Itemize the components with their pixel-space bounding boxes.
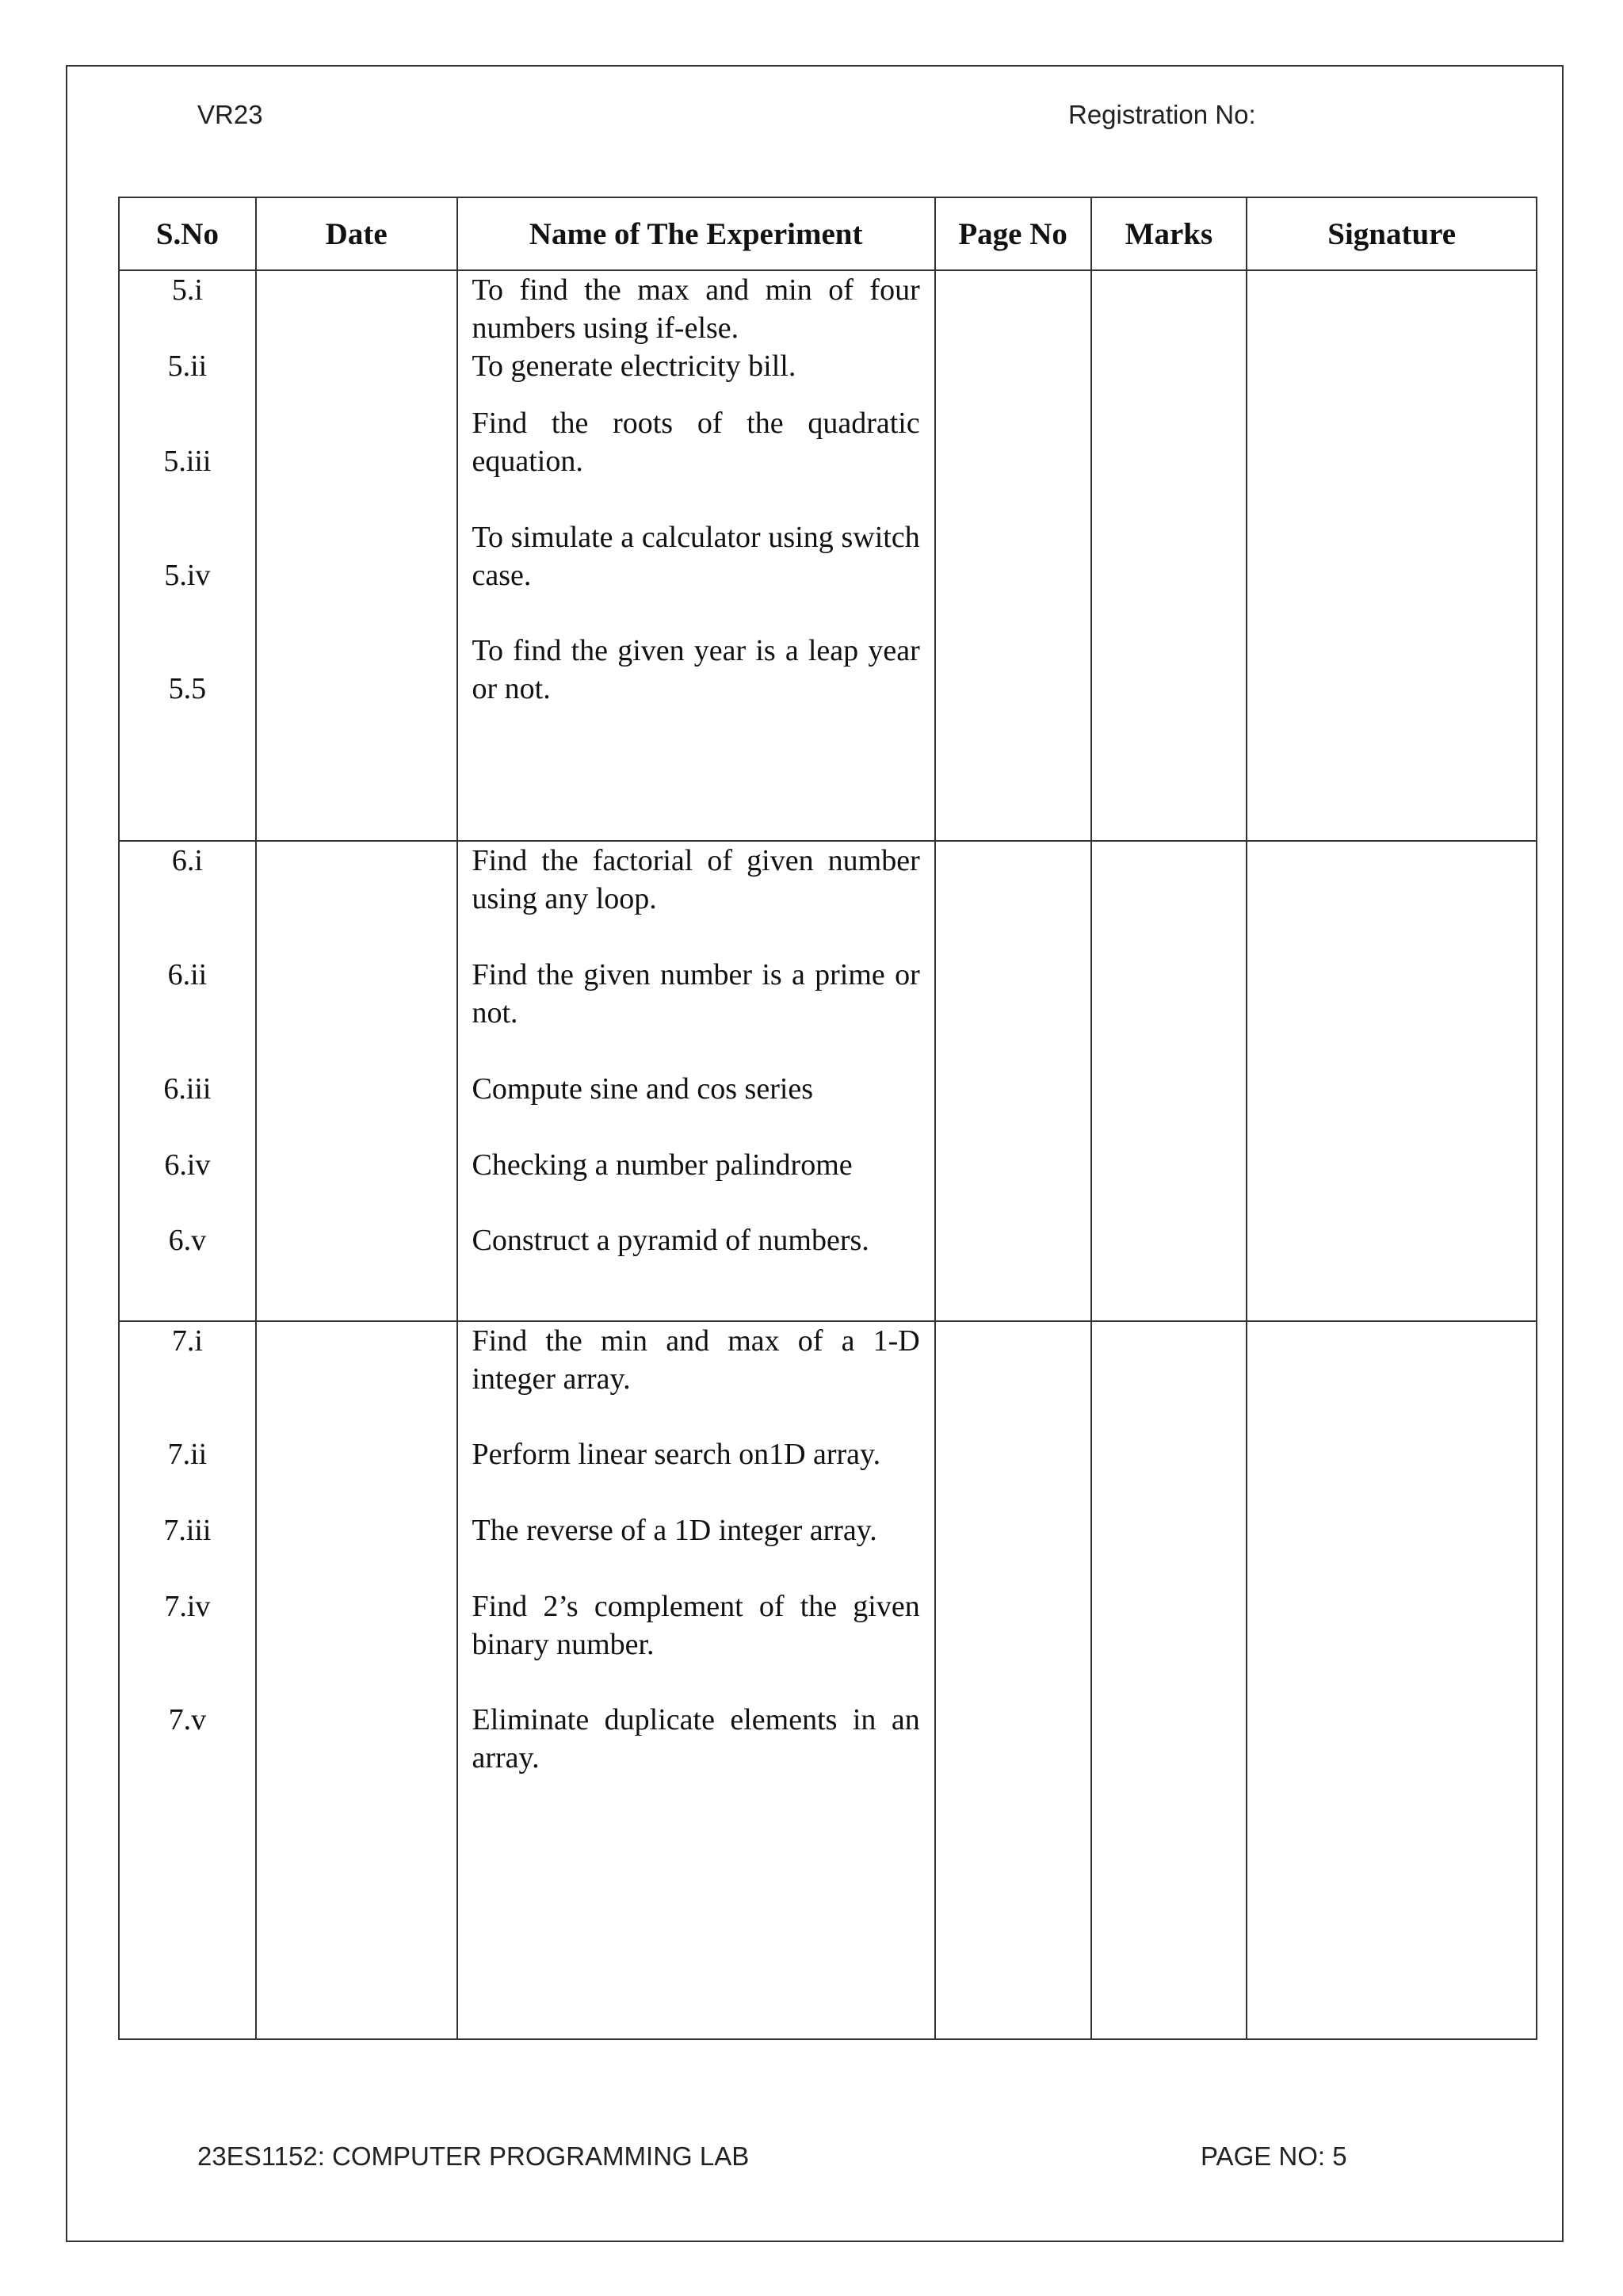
sno-value: 6.iv bbox=[164, 1148, 211, 1182]
sno-value: 5.iii bbox=[163, 445, 212, 478]
sno-value: 7.v bbox=[168, 1703, 207, 1736]
course-title: 23ES1152: COMPUTER PROGRAMMING LAB bbox=[197, 2141, 750, 2171]
experiment-name: Checking a number palindrome bbox=[472, 1148, 853, 1182]
experiment-name-cell bbox=[457, 270, 935, 841]
sno-value: 5.5 bbox=[168, 672, 207, 705]
sno-value: 7.i bbox=[171, 1324, 203, 1358]
table-header-row bbox=[119, 197, 1537, 270]
table-row-group-6 bbox=[119, 841, 1537, 1321]
marks-cell bbox=[1091, 841, 1247, 1321]
table-row-group-5 bbox=[119, 270, 1537, 841]
experiment-name: To find the given year is a leap year or not. bbox=[472, 634, 920, 705]
experiment-name: Find 2’s complement of the given binary number. bbox=[472, 1590, 920, 1661]
experiment-table bbox=[118, 197, 1537, 2040]
date-cell bbox=[256, 841, 457, 1321]
experiment-name: Eliminate duplicate elements in an array. bbox=[472, 1703, 920, 1775]
column-header-experiment: Name of The Experiment bbox=[457, 197, 935, 270]
experiment-name: Construct a pyramid of numbers. bbox=[472, 1224, 869, 1257]
sno-value: 5.iv bbox=[164, 559, 211, 592]
sno-value: 6.iii bbox=[163, 1072, 212, 1106]
sno-value: 7.ii bbox=[167, 1438, 208, 1471]
sno-cell bbox=[119, 1321, 256, 2039]
experiment-name: To generate electricity bill. bbox=[472, 350, 796, 383]
marks-cell bbox=[1091, 1321, 1247, 2039]
column-header-date: Date bbox=[256, 197, 457, 270]
column-header-signature: Signature bbox=[1247, 197, 1537, 270]
column-header-marks: Marks bbox=[1091, 197, 1247, 270]
sno-value: 6.i bbox=[171, 844, 203, 877]
signature-cell bbox=[1247, 841, 1537, 1321]
experiment-name: Find the factorial of given number using any loop. bbox=[472, 844, 920, 915]
regulation-code: VR23 bbox=[197, 100, 263, 129]
page-no-cell bbox=[935, 270, 1091, 841]
experiment-name: Perform linear search on1D array. bbox=[472, 1438, 881, 1471]
sno-value: 7.iv bbox=[164, 1590, 211, 1623]
signature-cell bbox=[1247, 1321, 1537, 2039]
experiment-name-cell bbox=[457, 1321, 935, 2039]
page-number: PAGE NO: 5 bbox=[1201, 2141, 1347, 2171]
registration-label: Registration No: bbox=[1068, 100, 1256, 129]
experiment-name: Find the min and max of a 1-D integer array. bbox=[472, 1324, 920, 1396]
table-row-group-7 bbox=[119, 1321, 1537, 2039]
sno-value: 6.v bbox=[168, 1224, 207, 1257]
sno-value: 5.i bbox=[171, 273, 203, 307]
experiment-name: Find the given number is a prime or not. bbox=[472, 958, 920, 1030]
date-cell bbox=[256, 1321, 457, 2039]
date-cell bbox=[256, 270, 457, 841]
marks-cell bbox=[1091, 270, 1247, 841]
sno-cell bbox=[119, 270, 256, 841]
page-no-cell bbox=[935, 1321, 1091, 2039]
experiment-name: To simulate a calculator using switch case. bbox=[472, 521, 920, 592]
signature-cell bbox=[1247, 270, 1537, 841]
column-header-sno: S.No bbox=[119, 197, 256, 270]
experiment-name-cell bbox=[457, 841, 935, 1321]
experiment-name: Find the roots of the quadratic equation. bbox=[472, 407, 920, 478]
experiment-name: The reverse of a 1D integer array. bbox=[472, 1514, 877, 1547]
sno-value: 7.iii bbox=[163, 1514, 212, 1547]
experiment-name: Compute sine and cos series bbox=[472, 1072, 814, 1106]
sno-value: 5.ii bbox=[167, 350, 208, 383]
sno-value: 6.ii bbox=[167, 958, 208, 991]
page-no-cell bbox=[935, 841, 1091, 1321]
experiment-name: To find the max and min of four numbers using if-else. bbox=[472, 273, 920, 345]
column-header-page-no: Page No bbox=[935, 197, 1091, 270]
sno-cell bbox=[119, 841, 256, 1321]
